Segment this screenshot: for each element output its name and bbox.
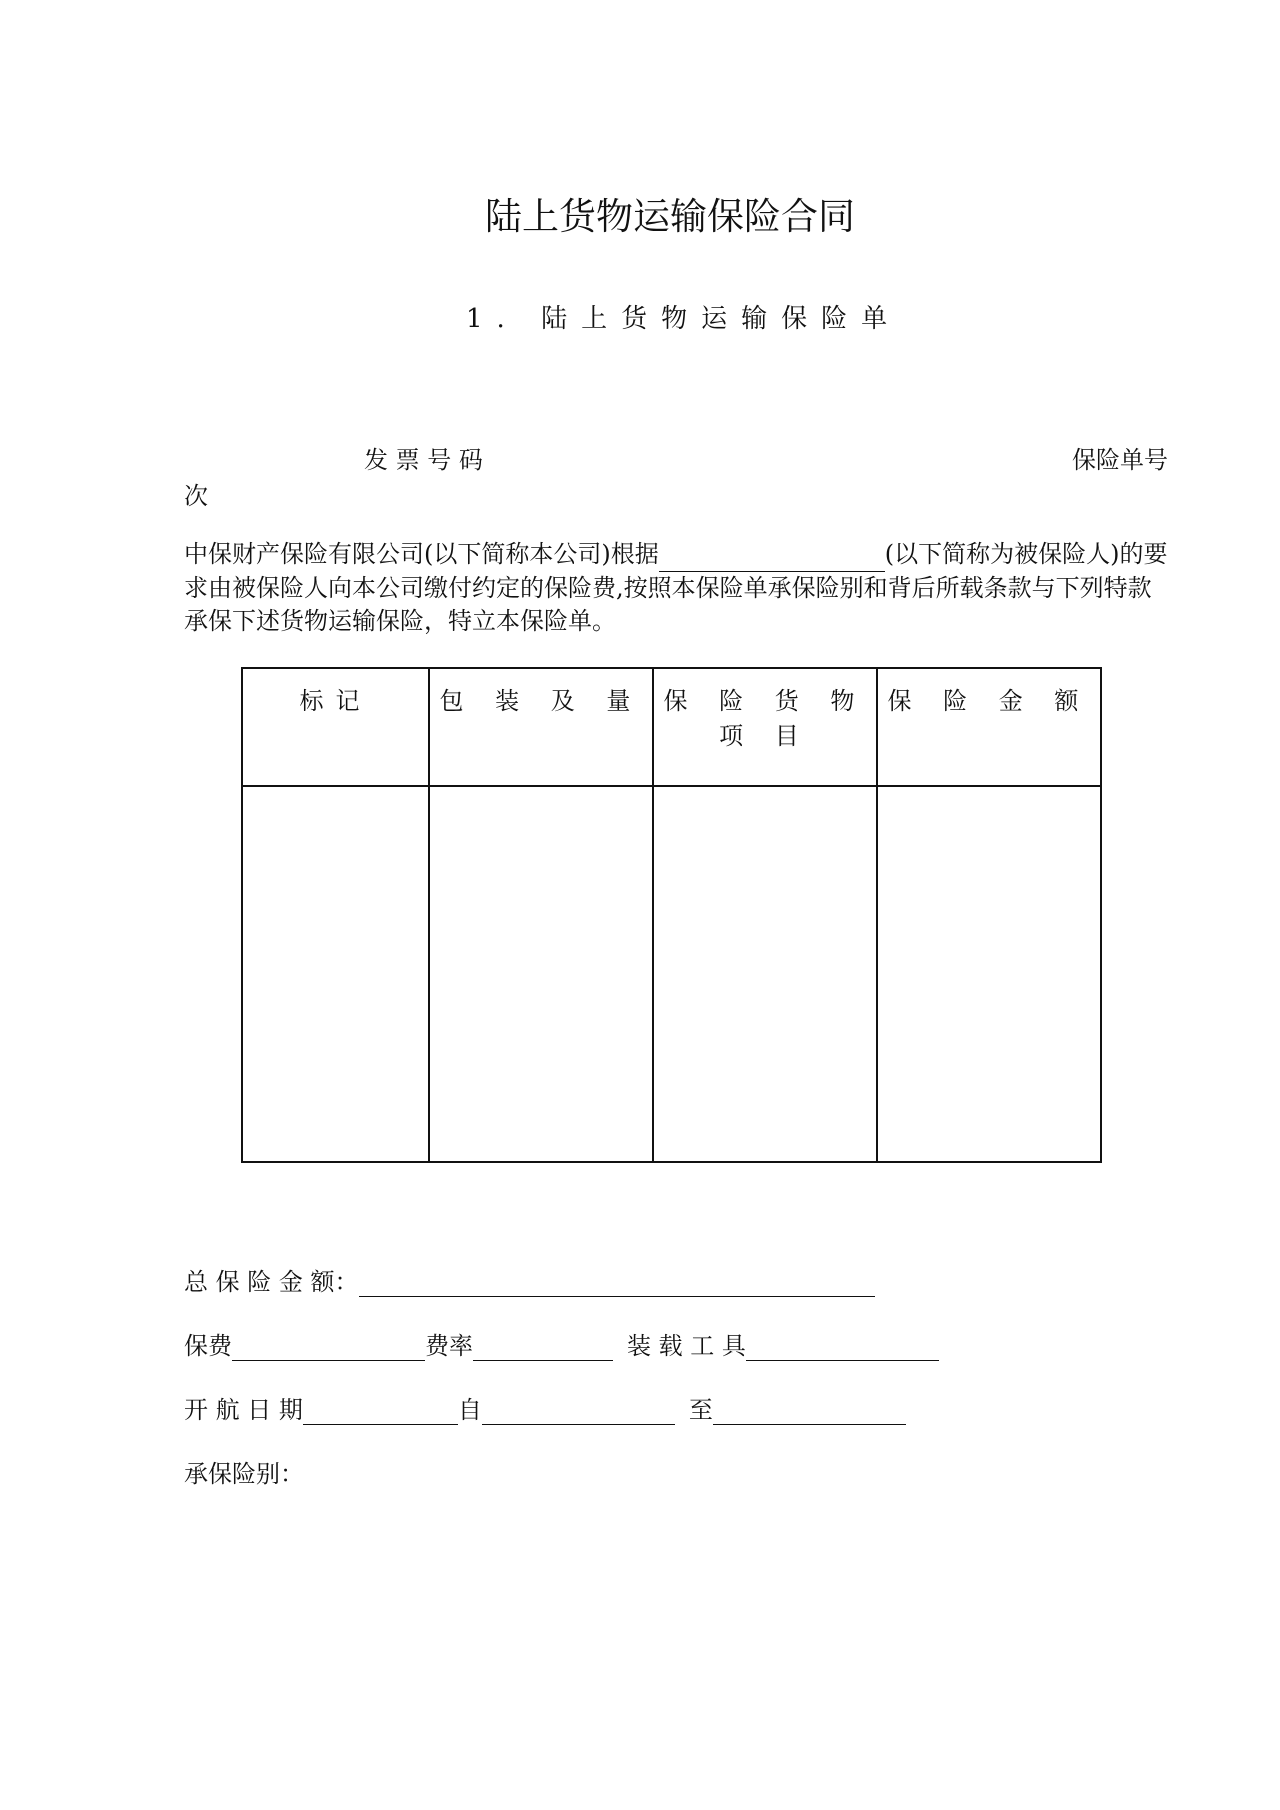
document-title: 陆上货物运输保险合同	[485, 195, 855, 238]
premium-blank[interactable]	[232, 1332, 425, 1361]
premium-label: 保费	[184, 1332, 232, 1360]
policy-number-label: 保险单号	[1072, 446, 1168, 474]
header-packing-quantity: 包 装 及 量	[429, 668, 653, 786]
vehicle-blank[interactable]	[746, 1332, 939, 1361]
header-insured-amount: 保 险 金 额	[877, 668, 1101, 786]
departure-date-blank[interactable]	[303, 1396, 458, 1425]
applicant-blank[interactable]	[659, 538, 885, 572]
coverage-label: 承保险别：	[184, 1460, 304, 1488]
to-label: 至	[688, 1396, 713, 1424]
departure-date-label: 开 航 日 期	[184, 1396, 303, 1424]
insured-goods-cell[interactable]	[653, 786, 877, 1162]
rate-blank[interactable]	[473, 1332, 613, 1361]
premium-row	[184, 1326, 939, 1361]
marks-cell[interactable]	[242, 786, 429, 1162]
total-amount-blank[interactable]	[359, 1268, 875, 1297]
intro-paragraph	[184, 538, 1172, 638]
cargo-table	[241, 667, 1102, 1163]
insured-amount-cell[interactable]	[877, 786, 1101, 1162]
table-row	[242, 786, 1101, 1162]
header-marks: 标记	[242, 668, 429, 786]
from-label: 自	[457, 1396, 482, 1424]
table-header-row	[242, 668, 1101, 786]
intro-text-part2: (以下简称为被保险人)的要求由被保险人向本公司缴付约定的保险费,按照本保险单承保险别和背后所载条款与下列特款承保下述货物运输保险，特立本保险单。	[184, 540, 1168, 635]
to-blank[interactable]	[713, 1396, 906, 1425]
from-blank[interactable]	[482, 1396, 675, 1425]
policy-number-label-wrap: 次	[184, 482, 208, 510]
vehicle-label: 装 载 工 具	[627, 1332, 746, 1360]
packing-quantity-cell[interactable]	[429, 786, 653, 1162]
header-insured-goods: 保 险 货 物 项 目	[653, 668, 877, 786]
intro-text-part1: 中保财产保险有限公司(以下简称本公司)根据	[184, 540, 659, 568]
document-subtitle: 1. 陆上货物运输保险单	[466, 304, 902, 334]
total-amount-label: 总 保 险 金 额：	[184, 1268, 359, 1296]
invoice-number-label: 发 票 号 码	[364, 446, 483, 474]
rate-label: 费率	[425, 1332, 473, 1360]
departure-row	[184, 1390, 906, 1425]
total-amount-row	[184, 1262, 875, 1297]
